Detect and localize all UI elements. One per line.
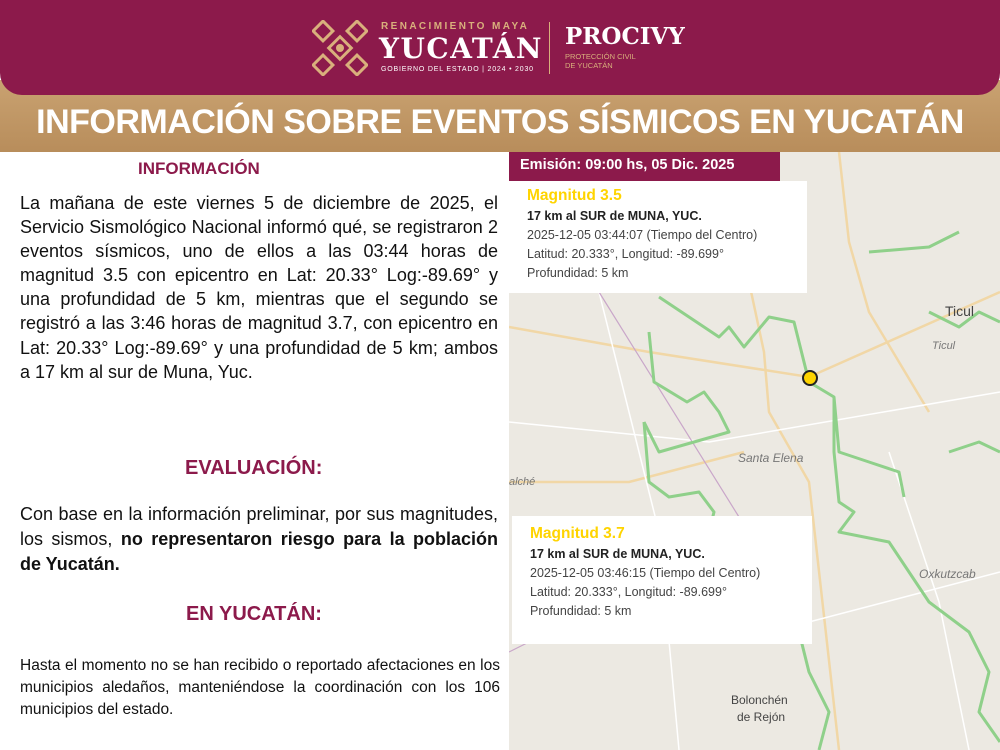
evaluation-body: [20, 502, 498, 577]
event-2-coords: Latitud: 20.333°, Longitud: -89.699°: [530, 585, 727, 599]
map-label-ticul-area: Ticul: [932, 340, 956, 352]
event-card-1[interactable]: [509, 181, 807, 293]
event-1-depth: Profundidad: 5 km: [527, 266, 629, 280]
in-yucatan-heading: EN YUCATÁN:: [186, 603, 322, 625]
event-card-2[interactable]: [512, 516, 812, 644]
emission-banner: Emisión: 09:00 hs, 05 Dic. 2025: [509, 152, 780, 181]
event-1-location: 17 km al SUR de MUNA, YUC.: [527, 209, 702, 223]
evaluation-body-text: Con base en la información preliminar, por sus magnitudes, los sismos,: [20, 504, 498, 549]
agency-subtitle-line-1: PROTECCIÓN CIVIL: [565, 52, 636, 61]
logo-brand: YUCATÁN: [379, 32, 544, 65]
event-1-magnitude: Magnitud 3.5: [527, 187, 622, 204]
info-heading: INFORMACIÓN: [138, 159, 260, 178]
agency-name: PROCIVY: [565, 23, 685, 50]
event-2-datetime: 2025-12-05 03:46:15 (Tiempo del Centro): [530, 566, 761, 580]
evaluation-heading: EVALUACIÓN:: [185, 457, 323, 479]
event-1-coords: Latitud: 20.333°, Longitud: -89.699°: [527, 247, 724, 261]
map-label-bolonchen-2: de Rejón: [737, 710, 786, 724]
page-title: INFORMACIÓN SOBRE EVENTOS SÍSMICOS EN YUCATÁN: [36, 103, 964, 141]
agency-subtitle-line-2: DE YUCATÁN: [565, 61, 613, 70]
event-2-location: 17 km al SUR de MUNA, YUC.: [530, 547, 705, 561]
map-label-oxkutzcab: Oxkutzcab: [919, 567, 976, 581]
event-1-datetime: 2025-12-05 03:44:07 (Tiempo del Centro): [527, 228, 758, 242]
yucatan-logo-icon: [312, 20, 368, 76]
logo-tagline: RENACIMIENTO MAYA: [381, 21, 530, 32]
event-2-magnitude: Magnitud 3.7: [530, 525, 625, 542]
agency-subtitle: [565, 52, 636, 70]
logo-divider: [549, 22, 550, 74]
epicenter-marker[interactable]: [803, 371, 817, 385]
info-body: La mañana de este viernes 5 de diciembre de 2025, el Servicio Sismológico Nacional informó qué, se registraron 2 eventos sísmicos, uno de ellos a las 03:44 horas de magnitud 3.5 con epicentro en Lat: 20.33° Log:-89.69° y una profundidad de 5 km, mientras que el segundo se registró a las 3:46 horas de magnitud 3.7, con epicentro en Lat: 20.33° Log:-89.69° y una profundidad de 5 km; ambos a 17 km al sur de Muna, Yuc.: [20, 193, 498, 382]
event-2-depth: Profundidad: 5 km: [530, 604, 632, 618]
map-label-bolonchen: Bolonchén: [731, 693, 788, 707]
in-yucatan-body: Hasta el momento no se han recibido o reportado afectaciones en los municipios aledaños, manteniéndose la coordinación con los 106 municipios del estado.: [20, 657, 500, 718]
evaluation-body-emphasis: no representaron riesgo para la población de Yucatán.: [20, 529, 498, 574]
map-label-muna: alché: [509, 476, 536, 488]
map-label-santa-elena: Santa Elena: [738, 451, 804, 465]
logo-gov-line: GOBIERNO DEL ESTADO | 2024 • 2030: [381, 66, 534, 73]
map-label-ticul: Ticul: [945, 303, 975, 319]
